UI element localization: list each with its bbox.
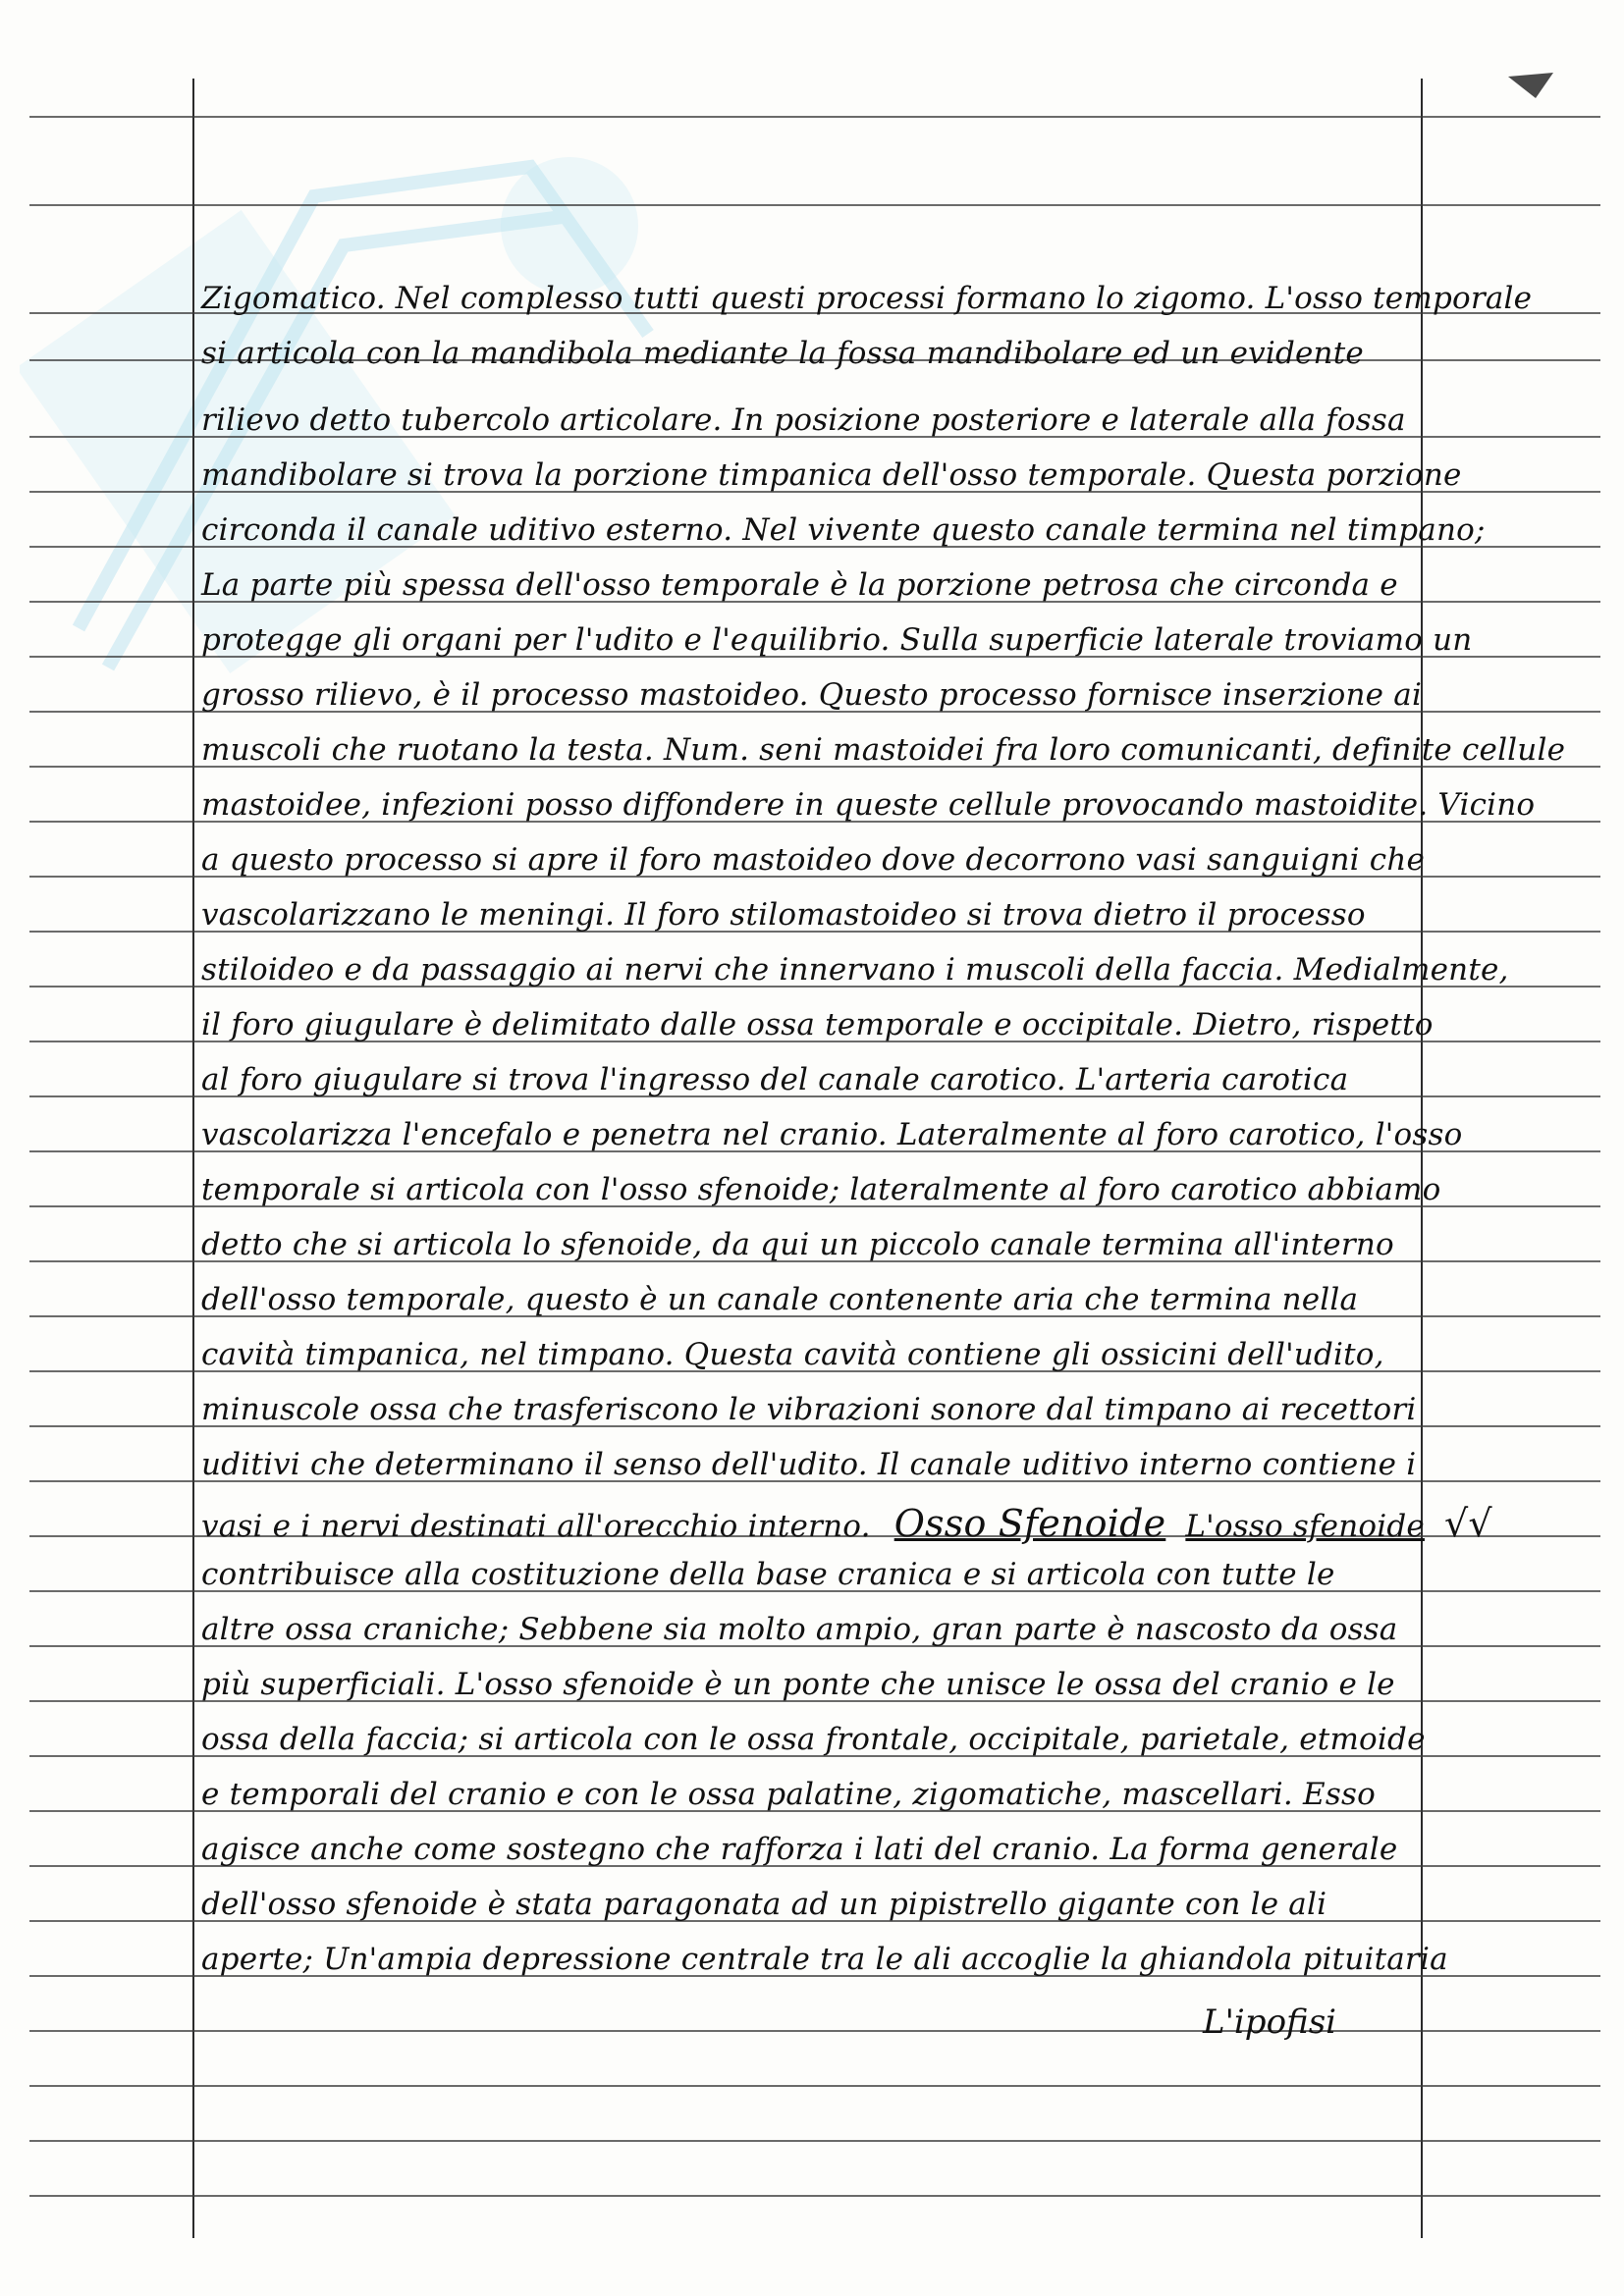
text-line: cavità timpanica, nel timpano. Questa cavità contiene gli ossicini dell'udito, [201,1337,1384,1372]
text-line: La parte più spessa dell'osso temporale è la porzione petrosa che circonda e [201,567,1398,603]
text-line: più superficiali. L'osso sfenoide è un ponte che unisce le ossa del cranio e le [201,1667,1395,1702]
rule-line [29,2030,1600,2032]
text-line: circonda il canale uditivo esterno. Nel vivente questo canale termina nel timpano; [201,512,1486,548]
text-line: aperte; Un'ampia depressione centrale tra le ali accoglie la ghiandola pituitaria [201,1942,1448,1977]
text-line: ossa della faccia; si articola con le ossa frontale, occipitale, parietale, etmoide [201,1722,1426,1757]
text-line: contribuisce alla costituzione della base cranica e si articola con tutte le [201,1557,1335,1592]
text-line: altre ossa craniche; Sebbene sia molto ampio, gran parte è nascosto da ossa [201,1612,1398,1647]
heading-continuation: L'osso sfenoide [1185,1509,1425,1544]
text-line: minuscole ossa che trasferiscono le vibrazioni sonore dal timpano ai recettori [201,1392,1417,1427]
text-line [201,1502,1492,1545]
text-line: vascolarizza l'encefalo e penetra nel cranio. Lateralmente al foro carotico, l'osso [201,1117,1463,1152]
rule-line [29,2195,1600,2197]
check-mark-icon: √√ [1444,1502,1492,1545]
text-line: dell'osso temporale, questo è un canale contenente aria che termina nella [201,1282,1359,1317]
text-line: al foro giugulare si trova l'ingresso del canale carotico. L'arteria carotica [201,1062,1349,1097]
text-line: il foro giugulare è delimitato dalle ossa temporale e occipitale. Dietro, rispetto [201,1007,1434,1042]
rule-line [29,2140,1600,2142]
left-margin-line [192,79,194,2238]
page-corner-mark [1506,69,1555,108]
text-line: si articola con la mandibola mediante la fossa mandibolare ed un evidente [201,336,1364,371]
text-line: vascolarizzano le meningi. Il foro stilomastoideo si trova dietro il processo [201,897,1366,933]
rule-line [29,2085,1600,2087]
text-line: protegge gli organi per l'udito e l'equilibrio. Sulla superficie laterale troviamo un [201,622,1473,658]
watermark-logo [20,79,727,707]
rule-line [29,204,1600,206]
text-line: mastoidee, infezioni posso diffondere in queste cellule provocando mastoidite. Vicino [201,787,1536,823]
text-line: dell'osso sfenoide è stata paragonata ad un pipistrello gigante con le ali [201,1887,1327,1922]
text-fragment: vasi e i nervi destinati all'orecchio interno. [201,1509,871,1544]
text-line: grosso rilievo, è il processo mastoideo. Questo processo fornisce inserzione ai [201,677,1423,713]
text-line: e temporali del cranio e con le ossa palatine, zigomatiche, mascellari. Esso [201,1777,1376,1812]
text-line: a questo processo si apre il foro mastoideo dove decorrono vasi sanguigni che [201,842,1426,878]
text-line: muscoli che ruotano la testa. Num. seni mastoidei fra loro comunicanti, definite cellule [201,732,1566,768]
text-line: rilievo detto tubercolo articolare. In posizione posteriore e laterale alla fossa [201,402,1406,438]
text-line: Zigomatico. Nel complesso tutti questi processi formano lo zigomo. L'osso temporale [201,281,1533,316]
text-line: stiloideo e da passaggio ai nervi che innervano i muscoli della faccia. Medialmente, [201,952,1509,988]
text-line: mandibolare si trova la porzione timpanica dell'osso temporale. Questa porzione [201,457,1462,493]
text-line: temporale si articola con l'osso sfenoide; lateralmente al foro carotico abbiamo [201,1172,1441,1207]
margin-note: L'ipofisi [1203,2002,1337,2042]
rule-line [29,116,1600,118]
text-line: uditivi che determinano il senso dell'udito. Il canale uditivo interno contiene i [201,1447,1417,1482]
text-line: agisce anche come sostegno che rafforza i lati del cranio. La forma generale [201,1832,1398,1867]
text-line: detto che si articola lo sfenoide, da qui un piccolo canale termina all'interno [201,1227,1394,1262]
section-heading: Osso Sfenoide [893,1502,1166,1545]
